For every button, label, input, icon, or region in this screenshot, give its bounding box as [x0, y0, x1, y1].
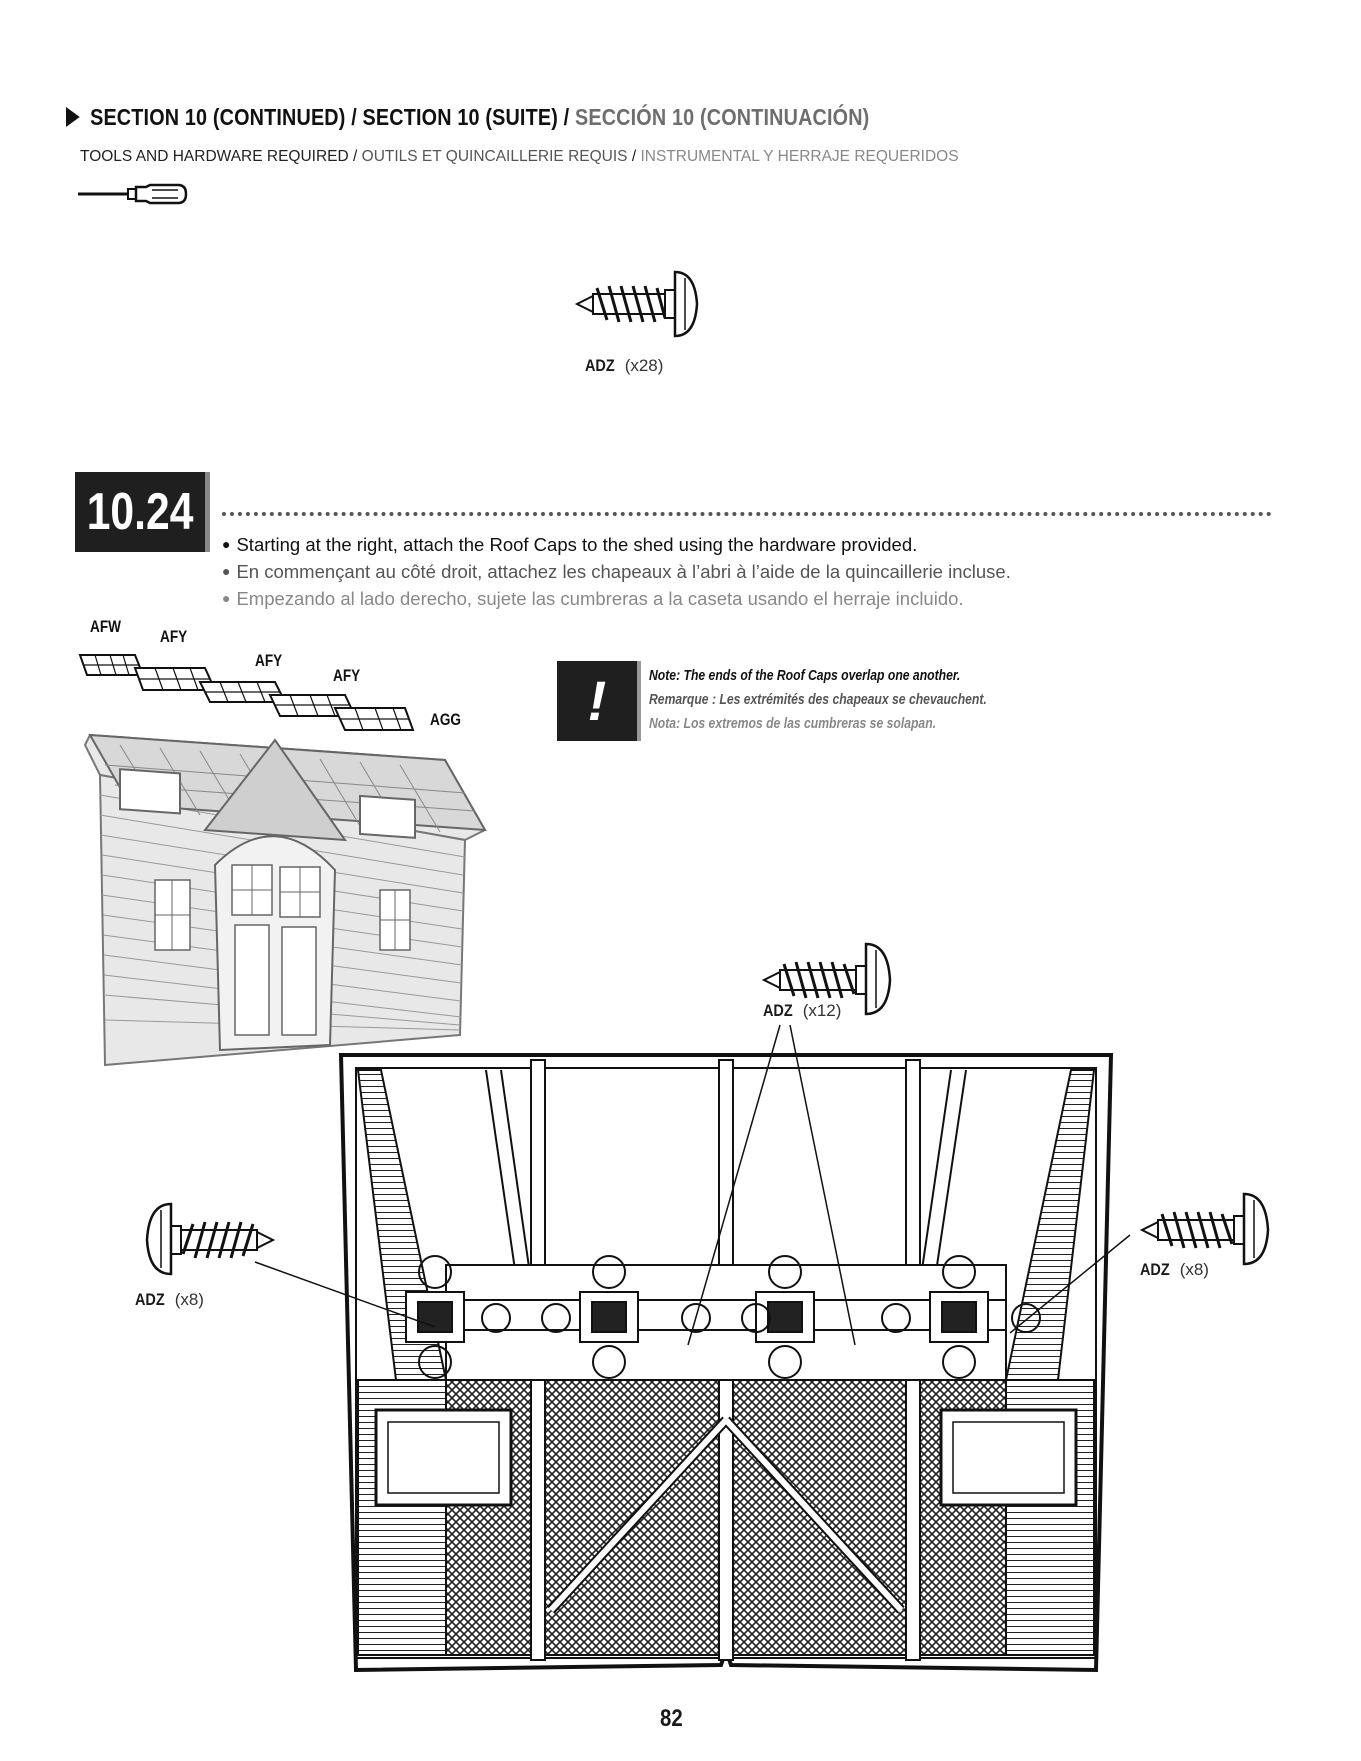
section-header [66, 104, 869, 131]
tools-es: INSTRUMENTAL Y HERRAJE REQUERIDOS [640, 148, 959, 165]
note-icon-glyph: ! [587, 669, 607, 732]
instruction-fr [222, 558, 1011, 585]
part-qty: (x12) [802, 1001, 842, 1020]
part-label-agg: AGG [430, 710, 461, 729]
separator: / [557, 104, 575, 130]
dotted-divider [222, 512, 1272, 516]
part-label-afy: AFY [255, 651, 283, 670]
section-title-es: SECCIÓN 10 (CONTINUACIÓN) [574, 104, 870, 130]
tools-fr: OUTILS ET QUINCAILLERIE REQUIS [361, 148, 628, 165]
note-en: Note: The ends of the Roof Caps overlap one another. [649, 668, 961, 684]
callout-label-right [1140, 1260, 1209, 1280]
tools-required-line [80, 148, 959, 166]
part-qty: (x8) [174, 1290, 204, 1309]
callout-label-middle [763, 1001, 841, 1021]
instruction-es [222, 585, 1011, 612]
section-title-fr: SECTION 10 (SUITE) [362, 104, 558, 130]
step-bar [205, 472, 210, 552]
screw-icon [575, 268, 705, 340]
note-fr: Remarque : Les extrémités des chapeaux se chevauchent. [649, 692, 987, 708]
part-label-afy: AFY [333, 666, 361, 685]
separator: / [345, 104, 363, 130]
note-es: Nota: Los extremos de las cumbreras se solapan. [649, 716, 937, 732]
exclamation-icon [557, 661, 637, 741]
step-number: 10.24 [86, 483, 194, 541]
instruction-text: Empezando al lado derecho, sujete las cumbreras a la caseta usando el herraje incluido. [236, 588, 964, 609]
part-code: ADZ [763, 1001, 793, 1020]
part-code: ADZ [585, 356, 615, 375]
section-title-en: SECTION 10 (CONTINUED) [90, 104, 346, 130]
hardware-label-adz-top [585, 356, 663, 376]
shed-illustration [60, 625, 500, 1085]
screw-icon [1140, 1190, 1280, 1266]
part-label-afy: AFY [160, 627, 188, 646]
page-number: 82 [660, 1705, 683, 1732]
screwdriver-icon [78, 182, 188, 206]
part-qty: (x28) [624, 356, 664, 375]
note-bar [637, 661, 641, 741]
roof-top-view-diagram [336, 1050, 1116, 1690]
instruction-text: Starting at the right, attach the Roof Caps to the shed using the hardware provided. [236, 534, 918, 555]
part-code: ADZ [135, 1290, 165, 1309]
bullet: ● [222, 590, 231, 606]
arrow-right-icon [66, 107, 80, 127]
part-qty: (x8) [1179, 1260, 1209, 1279]
instruction-en [222, 531, 1011, 558]
part-code: ADZ [1140, 1260, 1170, 1279]
instruction-text: En commençant au côté droit, attachez les chapeaux à l’abri à l’aide de la quincaillerie incluse. [236, 561, 1011, 582]
separator: / [348, 148, 362, 165]
screw-icon [135, 1200, 275, 1276]
bullet: ● [222, 536, 231, 552]
part-label-afw: AFW [90, 617, 121, 636]
step-number-badge [75, 472, 205, 552]
tools-en: TOOLS AND HARDWARE REQUIRED [80, 148, 349, 165]
callout-label-left [135, 1290, 204, 1310]
step-instructions [222, 531, 1011, 612]
note-text [649, 664, 1051, 736]
bullet: ● [222, 563, 231, 579]
separator: / [627, 148, 641, 165]
